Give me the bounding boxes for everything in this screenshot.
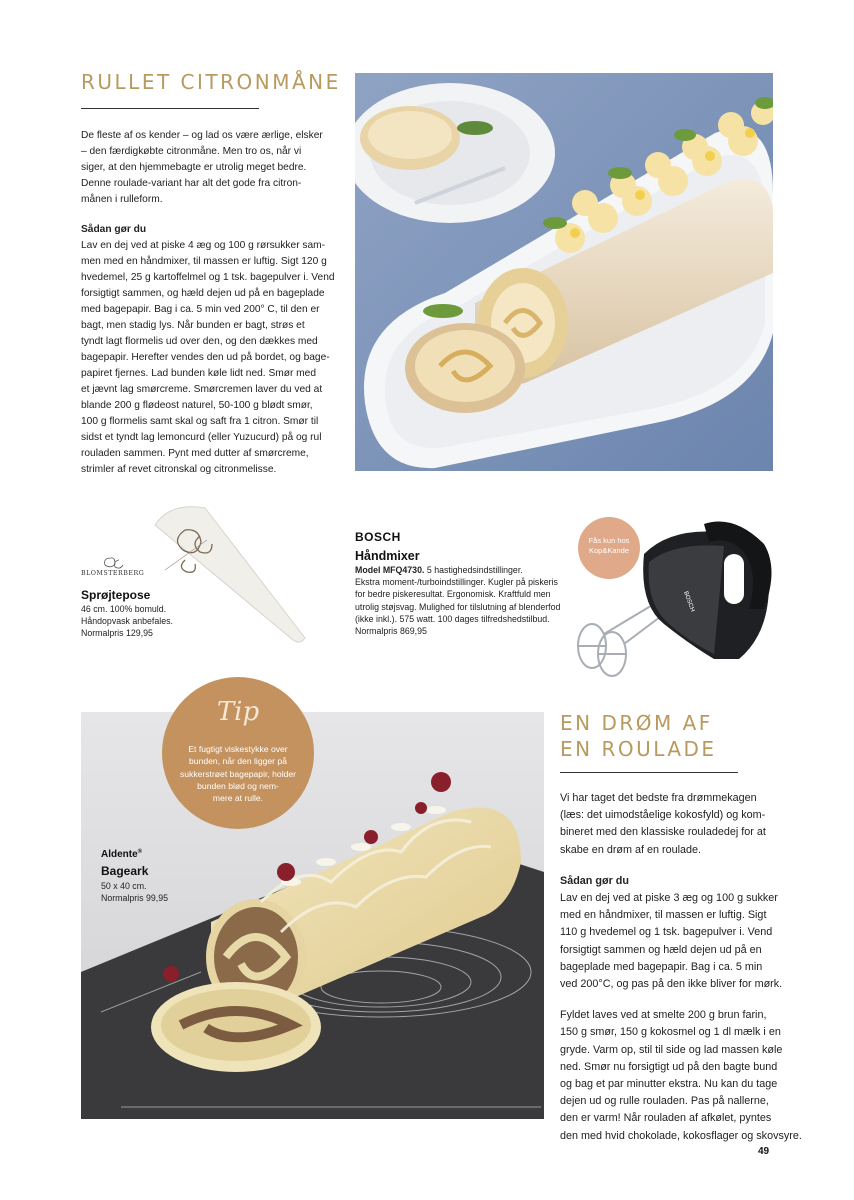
baking-sheet-detail-line: 50 x 40 cm. (101, 881, 147, 891)
article1-method-line: hvedemel, 25 g kartoffelmel og 1 tsk. bagepulver i. Vend (81, 272, 335, 283)
article2-method-line: den er varm! Når rouladen af afkølet, pyntes (560, 1112, 772, 1125)
article1-method-line: men med en håndmixer, til massen er luftig. Sigt 120 g (81, 256, 327, 267)
mixer-device-label: BOSCH (682, 590, 696, 613)
article1-intro-line: månen i rulleform. (81, 194, 163, 205)
mixer-model-line (355, 564, 595, 576)
article1-method-line: sidst et tyndt lag lemoncurd (eller Yuzucurd) på og rul (81, 432, 322, 443)
article1-title: RULLET CITRONMÅNE (81, 70, 341, 94)
article2-title-line1: EN DRØM AF (560, 711, 713, 735)
page-number: 49 (758, 1146, 770, 1157)
article1-intro-line: siger, at den hjemmebagte er utrolig meget bedre. (81, 162, 307, 173)
tip-line: Et fugtigt viskestykke over (188, 744, 288, 754)
tip-line: mere at rulle. (212, 793, 264, 804)
tip-line: sukkerstrøet bagepapir, holder (179, 768, 297, 779)
article1-intro-line: – den færdigkøbte citronmåne. Men tro os, når vi (81, 146, 302, 157)
article2-method-line: ved 200°C, og pas på den ikke bliver for mørk. (560, 978, 783, 991)
article1-method-line: papiret fjernes. Lad bunden køle lidt ned. Smør med (81, 368, 317, 379)
piping-bag-detail-line: Håndopvask anbefales. (81, 616, 173, 627)
piping-bag-name: Sprøjtepose (81, 588, 151, 602)
article2-intro-line: bineret med den klassiske rouladedej for at (560, 826, 766, 839)
piping-bag-detail-line: 46 cm. 100% bomuld. (81, 604, 167, 614)
article2-title-line2: EN ROULADE (560, 737, 717, 761)
article1-method-line: med bagepapir. Bag i ca. 5 min ved 200° C, til den er (81, 304, 320, 315)
mixer-detail-line: Ekstra moment-/turboindstillinger. Kugler på piskeris (355, 577, 558, 588)
article1-method-line: bagt, men stadig lys. Når bunden er bagt, strøs et (81, 320, 305, 331)
article1-rule (81, 108, 259, 109)
mixer-detail-line: for bedre piskeresultat. Ergonomisk. Kraftfuld men (355, 589, 551, 600)
baking-sheet-brand-text: Aldente (101, 849, 138, 860)
article2-intro-line: (læs: det uimodståelige kokosfyld) og kom- (560, 809, 766, 822)
mixer-details (355, 564, 595, 637)
mixer-detail-line: (ikke inkl.). 575 watt. 100 dages tilfredshedstilbud. (355, 613, 550, 624)
piping-bag-detail-line: Normalpris 129,95 (81, 628, 153, 639)
baking-sheet-details (101, 880, 168, 904)
article1-method-line: forsigtigt sammen, og hæld dejen ud på en bageplade (81, 288, 325, 299)
tip-line: bunden, når den ligger på (189, 756, 287, 767)
piping-bag-brand: BLOMSTERBERG (81, 570, 145, 577)
article2-method-line: Fyldet laves ved at smelte 200 g brun farin, (560, 1009, 767, 1022)
article2-method-line: forsigtigt sammen og hæld dejen ud på en (560, 943, 762, 956)
article2-method-line: 110 g hvedemel og 1 tsk. bagepulver i. Vend (560, 926, 773, 939)
article1-method-line: strimler af revet citronskal og citronmelisse. (81, 464, 277, 475)
badge-line2: Kop&Kande (588, 546, 630, 555)
article2-method-heading: Sådan gør du (560, 874, 629, 887)
article2-method-line: Lav en dej ved at piske 3 æg og 100 g sukker (560, 892, 778, 905)
article1-text (81, 128, 346, 478)
tip-line: bunden blød og nem- (197, 780, 279, 791)
article1-method-line: tyndt lagt flormelis ud over den, og den dækkes med (81, 336, 318, 347)
baking-sheet-name: Bageark (101, 864, 149, 878)
article1-method-line: et jævnt lag smørcreme. Smørcremen laver du ved at (81, 384, 323, 395)
article2-method-line: og bag et par minutter ekstra. Nu kan du tage (560, 1078, 778, 1091)
mixer-model-rest: 5 hastighedsindstillinger. (424, 565, 523, 575)
tip-title: Tip (216, 697, 260, 727)
mixer-model: Model MFQ4730. (355, 565, 425, 575)
article2-method-line: gryde. Varm op, stil til side og lad massen køle (560, 1043, 783, 1056)
article2-method-line: ned. Smør nu forsigtigt ud på den bagte bund (560, 1060, 778, 1073)
article2-text (560, 790, 820, 1145)
hand-mixer-image (564, 514, 779, 679)
coconut-roulade-photo (81, 712, 544, 1119)
article1-intro-line: De fleste af os kender – og lad os være ærlige, elsker (81, 130, 323, 141)
article2-rule (560, 772, 738, 773)
article2-method-line: den med hvid chokolade, kokosflager og skovsyre. (560, 1129, 802, 1142)
article1-method-line: bagepapir. Herefter vendes den ud på bordet, og bage- (81, 352, 330, 363)
article1-intro-line: Denne roulade-variant har alt det gode fra citron- (81, 178, 302, 189)
article2-method-line: bageplade med bagepapir. Bag i ca. 5 min (560, 960, 763, 973)
baking-sheet-detail-line: Normalpris 99,95 (101, 893, 168, 904)
article2-method-line: dejen ud og rulle rouladen. Pas på nallerne, (560, 1095, 769, 1108)
article2-title (560, 710, 717, 762)
article1-method-line: rouladen sammen. Pynt med dutter af smørcreme, (81, 448, 309, 459)
piping-bag-details (81, 603, 173, 640)
article1-method-line: Lav en dej ved at piske 4 æg og 100 g rørsukker sam- (81, 240, 326, 251)
mixer-name: Håndmixer (355, 549, 420, 563)
mixer-detail-line: utrolig støjsvag. Mulighed for tilslutning af blenderfod (355, 601, 561, 612)
mixer-brand: BOSCH (355, 530, 401, 544)
tip-callout (162, 677, 314, 829)
article1-method-heading: Sådan gør du (81, 224, 147, 235)
tip-text (176, 743, 300, 804)
lemon-roulade-photo (355, 73, 773, 471)
badge-line1: Fås kun hos (588, 536, 630, 545)
article2-intro-line: Vi har taget det bedste fra drømmekagen (560, 792, 757, 804)
article2-method-line: med en håndmixer, til massen er luftig. Sigt (560, 909, 767, 922)
article1-method-line: blande 200 g flødeost naturel, 50-100 g blødt smør, (81, 400, 313, 411)
article2-intro-line: skabe en drøm af en roulade. (560, 843, 702, 856)
baking-sheet-brand: Aldente® (101, 849, 143, 860)
mixer-detail-line: Normalpris 869,95 (355, 626, 427, 637)
article2-method-line: 150 g smør, 150 g kokosmel og 1 dl mælk i en (560, 1026, 781, 1039)
article1-method-line: 100 g flormelis samt skal og saft fra 1 citron. Smør til (81, 416, 319, 427)
